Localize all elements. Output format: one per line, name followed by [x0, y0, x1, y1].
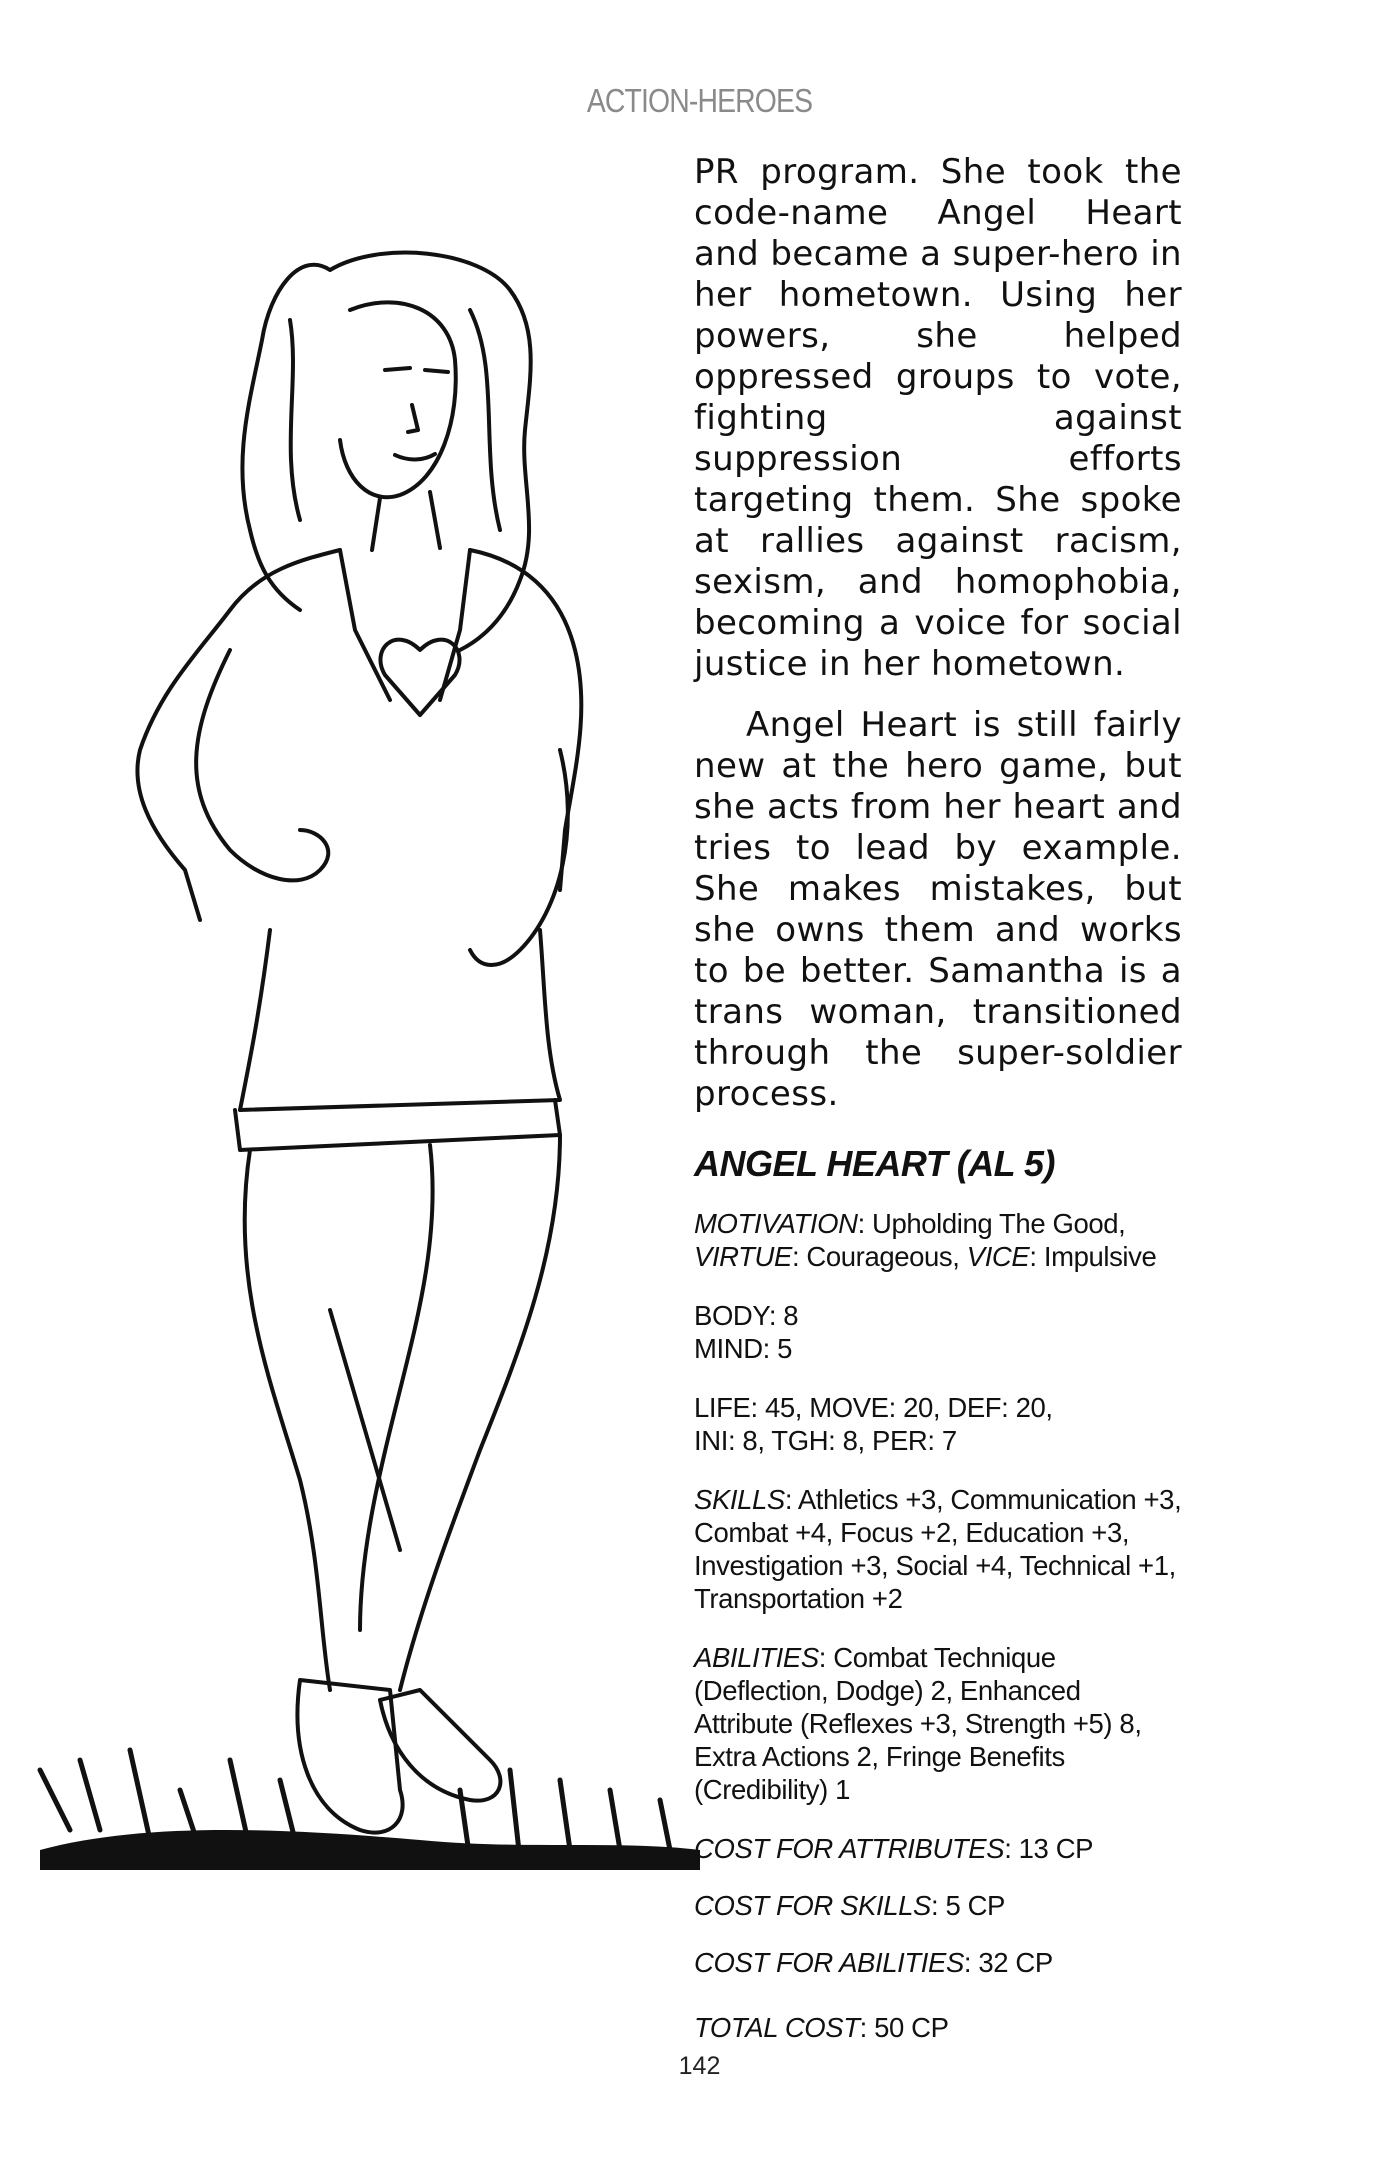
skills-value: : Athletics +3, Communication +3, Combat +4, Focus +2, Education +3, Investigation +3, Social +4, Technical +1, Transportation +2	[694, 1484, 1182, 1614]
derived-line-2: INI: 8, TGH: 8, PER: 7	[694, 1425, 957, 1456]
body-paragraph-1: PR program. She took the code-name Angel Heart and became a super-hero in her hometown. Using her powers, she helped oppressed groups to vote, fighting against suppression efforts targeting them. She spoke at rallies against racism, sexism, and homophobia, becoming a voice for social justice in her hometown.	[694, 152, 1182, 684]
stat-attributes	[694, 1299, 1182, 1365]
stat-skills	[694, 1483, 1182, 1615]
cost-skills-value: : 5 CP	[930, 1890, 1006, 1921]
stat-motivation	[694, 1207, 1182, 1273]
cost-abilities-value: : 32 CP	[963, 1947, 1053, 1978]
cost-abilities-label: COST FOR ABILITIES	[694, 1947, 964, 1978]
statblock-heading: ANGEL HEART (AL 5)	[694, 1143, 1056, 1184]
abilities-value: : Combat Technique (Deflection, Dodge) 2, Enhanced Attribute (Reflexes +3, Strength +5) 8, Extra Actions 2, Fringe Benefits (Credibility) 1	[694, 1642, 1142, 1805]
body-stat: BODY: 8	[694, 1300, 799, 1331]
running-head: ACTION-HEROES	[586, 82, 813, 119]
cost-attributes-label: COST FOR ATTRIBUTES	[694, 1833, 1005, 1864]
virtue-value: : Courageous,	[791, 1241, 967, 1272]
cost-skills	[694, 1889, 1182, 1922]
abilities-label: ABILITIES	[694, 1642, 819, 1673]
mind-stat: MIND: 5	[694, 1333, 793, 1364]
total-cost-label: TOTAL COST	[694, 2012, 860, 2043]
hero-illustration	[0, 230, 720, 1890]
cost-abilities	[694, 1946, 1182, 1979]
vice-label: VICE	[966, 1241, 1030, 1272]
cost-attributes-value: : 13 CP	[1004, 1833, 1094, 1864]
total-cost-value: : 50 CP	[859, 2012, 949, 2043]
body-paragraph-2: Angel Heart is still fairly new at the hero game, but she acts from her heart and tries to lead by example. She makes mistakes, but she owns them and works to be better. Samantha is a trans woman, transitioned through the super-soldier process.	[694, 705, 1182, 1114]
stat-abilities	[694, 1641, 1182, 1806]
cost-attributes	[694, 1832, 1182, 1865]
motivation-label: MOTIVATION	[694, 1208, 858, 1239]
text-column	[694, 152, 1182, 2068]
motivation-value: : Upholding The Good,	[857, 1208, 1126, 1239]
page-number: 142	[678, 2052, 721, 2080]
stat-derived	[694, 1391, 1182, 1457]
derived-line-1: LIFE: 45, MOVE: 20, DEF: 20,	[694, 1392, 1053, 1423]
vice-value: : Impulsive	[1029, 1241, 1157, 1272]
cost-skills-label: COST FOR SKILLS	[694, 1890, 931, 1921]
virtue-label: VIRTUE	[694, 1241, 792, 1272]
total-cost	[694, 2011, 1182, 2044]
skills-label: SKILLS	[694, 1484, 785, 1515]
